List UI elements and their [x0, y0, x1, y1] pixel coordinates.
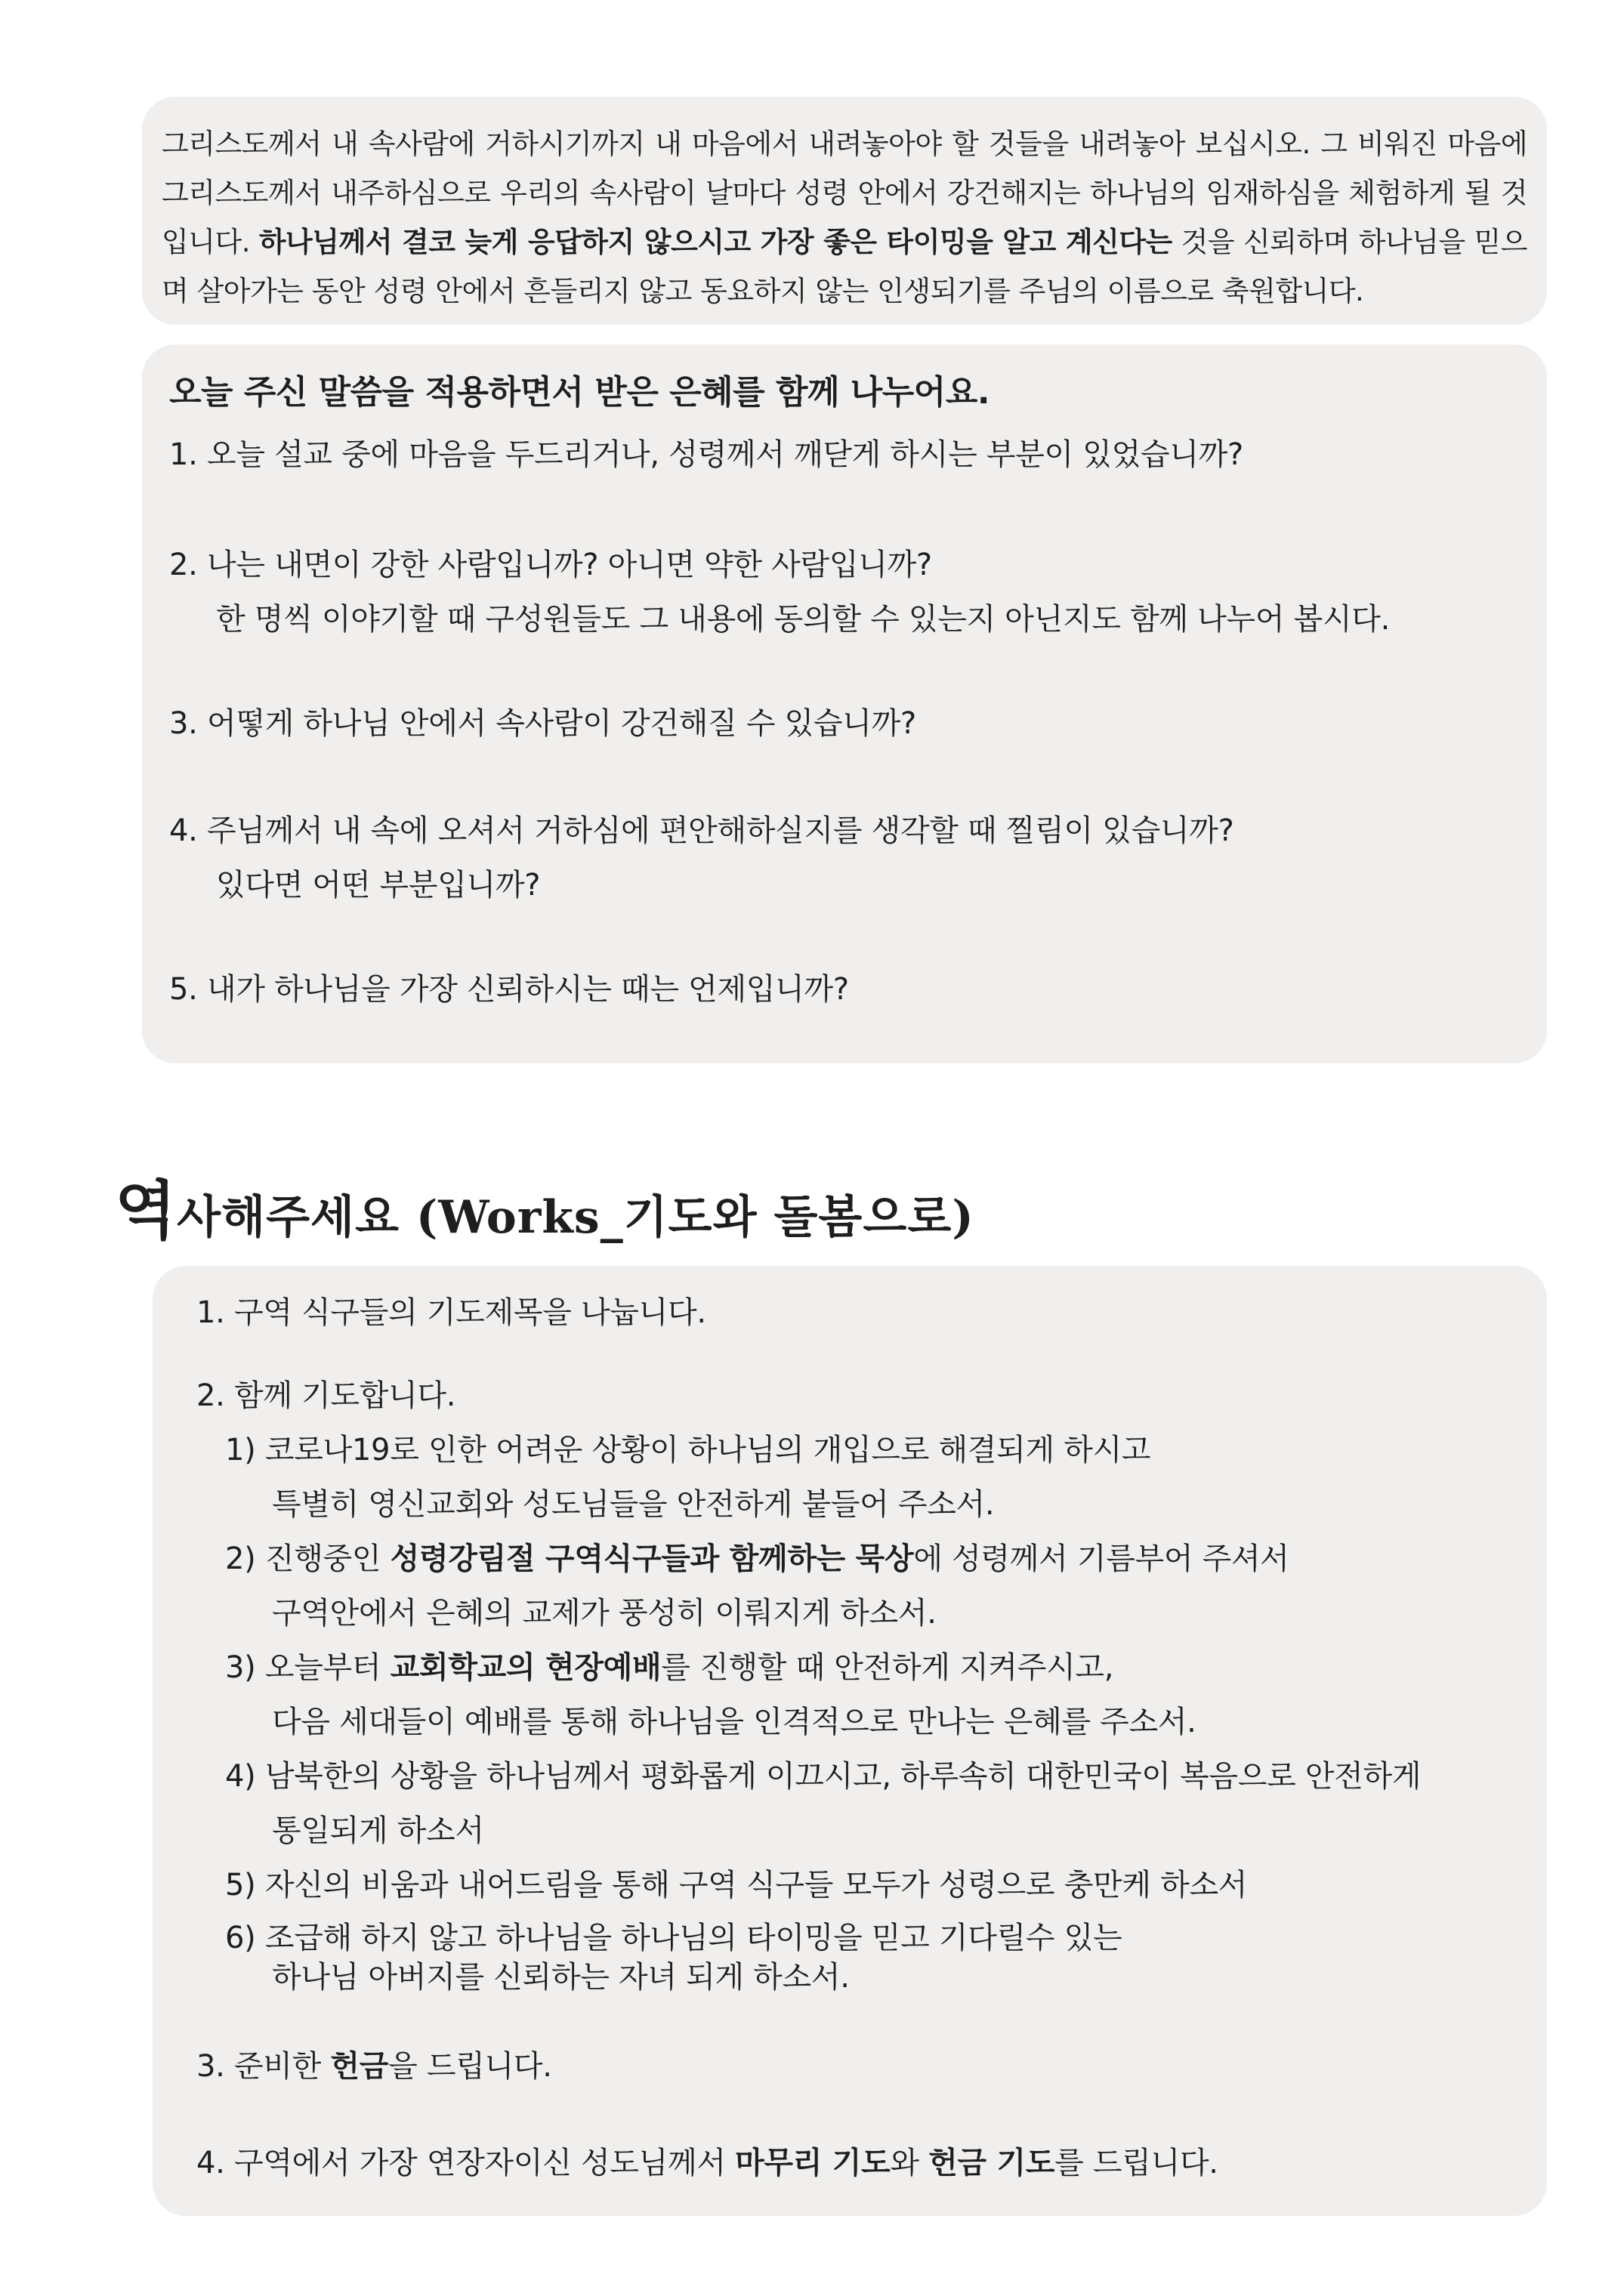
- prayer-1-line-1: 1) 코로나19로 인한 어려운 상황이 하나님의 개입으로 해결되게 하시고: [225, 1433, 1151, 1467]
- prayer-item-6: [196, 1918, 1503, 1997]
- works-box: [153, 1266, 1547, 2216]
- prayer-2-bold: 성령강림절 구역식구들과 함께하는 묵상: [390, 1542, 914, 1576]
- prayer-3-post: 를 진행할 때 안전하게 지켜주시고,: [661, 1650, 1114, 1685]
- question-2-line-2: 한 명씩 이야기할 때 구성원들도 그 내용에 동의할 수 있는지 아닌지도 함께 나누어 봅시다.: [216, 602, 1391, 637]
- works-item-4-mid: 와: [890, 2146, 929, 2180]
- works-title-first-char: 역: [115, 1173, 178, 1248]
- prayer-item-5: 5) 자신의 비움과 내어드림을 통해 구역 식구들 모두가 성령으로 충만케 하소서: [225, 1868, 1248, 1903]
- prayer-2-post: 에 성령께서 기름부어 주셔서: [913, 1542, 1289, 1576]
- prayer-2-line-2: 구역안에서 은혜의 교제가 풍성히 이뤄지게 하소서.: [272, 1596, 937, 1631]
- sharing-heading: 오늘 주신 말씀을 적용하면서 받은 은혜를 함께 나누어요.: [169, 373, 990, 412]
- intro-box: [142, 97, 1547, 325]
- question-2: [169, 538, 1520, 647]
- works-title-rest: 사해주세요 (Works_기도와 돌봄으로): [177, 1191, 974, 1244]
- prayer-3-pre: 3) 오늘부터: [225, 1650, 391, 1685]
- works-item-1: 1. 구역 식구들의 기도제목을 나눕니다.: [196, 1295, 706, 1330]
- question-2-line-1: 2. 나는 내면이 강한 사람입니까? 아니면 약한 사람입니까?: [169, 548, 932, 582]
- prayer-4-line-2: 통일되게 하소서: [272, 1813, 484, 1848]
- prayer-6-line-2: 하나님 아버지를 신뢰하는 자녀 되게 하소서.: [272, 1960, 850, 1995]
- prayer-item-4: [196, 1749, 1503, 1858]
- prayer-1-line-2: 특별히 영신교회와 성도님들을 안전하게 붙들어 주소서.: [272, 1487, 995, 1522]
- works-item-2: 2. 함께 기도합니다.: [196, 1378, 456, 1413]
- intro-text-1: 그리스도께서 내 속사람에 거하시기까지 내 마음에서 내려놓아야 할 것들을 내려놓아 보십시오. 그 비워진 마음에 그리스도께서 내주하심으로 우리의 속사람이 날마다 성령 안에서 강건해지는 하나님의 임재하심을 체험하게 될 것입니다.: [162, 128, 1527, 258]
- works-item-4-pre: 4. 구역에서 가장 연장자이신 성도님께서: [196, 2146, 736, 2180]
- prayer-3-line-1: [225, 1650, 1113, 1685]
- sharing-box: [142, 344, 1547, 1063]
- prayer-item-3: [196, 1640, 1503, 1749]
- works-section-title: [115, 1169, 974, 1252]
- prayer-3-line-2: 다음 세대들이 예배를 통해 하나님을 인격적으로 만나는 은혜를 주소서.: [272, 1705, 1196, 1739]
- question-5: 5. 내가 하나님을 가장 신뢰하시는 때는 언제입니까?: [169, 972, 849, 1007]
- intro-text-bold: 하나님께서 결코 늦게 응답하지 않으시고 가장 좋은 타이밍을 알고 계신다는: [258, 226, 1172, 258]
- question-4-line-2: 있다면 어떤 부분입니까?: [216, 868, 541, 903]
- works-item-4: [196, 2136, 1503, 2190]
- prayer-4-line-1: 4) 남북한의 상황을 하나님께서 평화롭게 이끄시고, 하루속히 대한민국이 복음으로 안전하게: [225, 1759, 1422, 1794]
- intro-paragraph: [162, 119, 1527, 316]
- works-item-3: [196, 2039, 1503, 2094]
- prayer-2-pre: 2) 진행중인: [225, 1542, 391, 1576]
- works-item-3-pre: 3. 준비한: [196, 2049, 331, 2084]
- prayer-3-bold: 교회학교의 현장예배: [390, 1650, 662, 1685]
- works-item-3-post: 을 드립니다.: [388, 2049, 552, 2084]
- question-4-line-1: 4. 주님께서 내 속에 오셔서 거하심에 편안해하실지를 생각할 때 찔림이 있습니까?: [169, 813, 1234, 848]
- prayer-6-line-1: 6) 조급해 하지 않고 하나님을 하나님의 타이밍을 믿고 기다릴수 있는: [225, 1921, 1122, 1955]
- works-item-4-bold-2: 헌금 기도: [928, 2146, 1055, 2180]
- intro-text-2: 것을 신뢰하며 하나님을 믿으며 살아가는 동안 성령 안에서 흔들리지 않고 동요하지 않는 인생되기를 주님의 이름으로 축원합니다.: [162, 226, 1528, 307]
- works-item-4-bold-1: 마무리 기도: [735, 2146, 891, 2180]
- question-3: 3. 어떻게 하나님 안에서 속사람이 강건해질 수 있습니까?: [169, 706, 916, 741]
- prayer-item-1: [196, 1423, 1503, 1532]
- question-1: 1. 오늘 설교 중에 마음을 두드리거나, 성령께서 깨닫게 하시는 부분이 있었습니까?: [169, 437, 1243, 472]
- prayer-item-2: [196, 1532, 1503, 1640]
- works-item-4-post: 를 드립니다.: [1054, 2146, 1218, 2180]
- prayer-2-line-1: [225, 1542, 1289, 1576]
- question-4: [169, 804, 1520, 912]
- works-item-3-bold: 헌금: [330, 2049, 389, 2084]
